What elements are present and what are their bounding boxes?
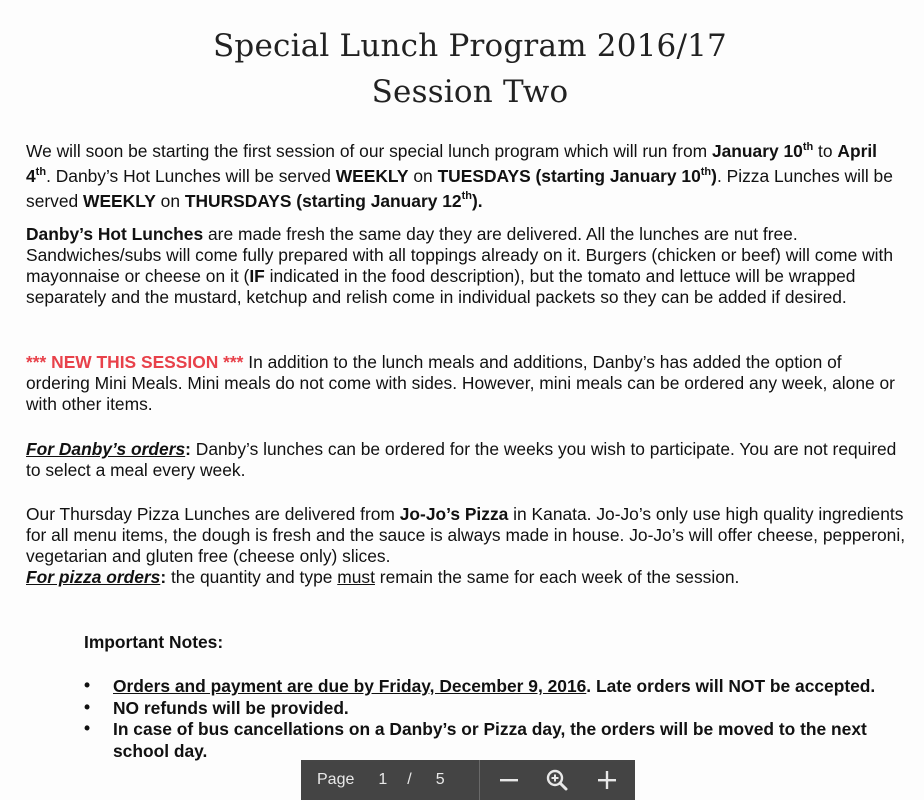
total-pages: 5 [435, 771, 445, 788]
zoom-in-button[interactable] [591, 764, 623, 796]
pdf-viewer-toolbar [301, 760, 635, 800]
current-page-input[interactable]: 1 [378, 771, 388, 788]
page-label: Page [317, 771, 355, 788]
page-separator: / [407, 771, 412, 788]
important-notes-list [84, 676, 884, 762]
document-title: Special Lunch Program 2016/17 [213, 28, 727, 64]
document-subtitle: Session Two [371, 74, 569, 110]
list-item: • NO refunds will be provided. [84, 696, 349, 718]
minus-icon [498, 769, 520, 791]
paragraph-hot-lunches: Danby’s Hot Lunches are made fresh the same day they are delivered. All the lunches are nut free. Sandwiches/subs will come fully prepared with all toppings already on it. Burgers (chicken or beef) will come with mayonnaise or cheese on it (IF indicated in the food description), but the tomato and lettuce will be wrapped separately and the mustard, ketchup and relish come in individual packets so they can be added if desired. [26, 224, 894, 307]
list-item: • Orders and payment are due by Friday, December 9, 2016. Late orders will NOT be accepted. [84, 675, 876, 696]
paragraph-pizza: Our Thursday Pizza Lunches are delivered from Jo-Jo’s Pizza in Kanata. Jo-Jo’s only use high quality ingredients for all menu items, the dough is fresh and the sauce is always made in house. Jo-Jo’s will offer cheese, pepperoni, vegetarian and gluten free (cheese only) slices. For pizza orders: the quantity and type must remain the same for each week of the session. [26, 504, 906, 587]
toolbar-divider [479, 760, 480, 800]
plus-icon [596, 769, 618, 791]
paragraph-schedule: We will soon be starting the first session of our special lunch program which will run from January 10th to April 4th. Danby’s Hot Lunches will be served WEEKLY on TUESDAYS (starting January 10th). Pizza Lunches will be served WEEKLY on THURSDAYS (starting January 12th). [26, 140, 893, 211]
list-item: • In case of bus cancellations on a Danby’s or Pizza day, the orders will be moved to the next school day. [84, 718, 867, 761]
magnifier-icon [545, 768, 569, 792]
zoom-reset-button[interactable] [541, 764, 573, 796]
zoom-out-button[interactable] [493, 764, 525, 796]
paragraph-danby-orders: For Danby’s orders: Danby’s lunches can be ordered for the weeks you wish to participate. You are not required to select a meal every week. [26, 439, 897, 480]
important-notes-heading: Important Notes: [84, 632, 224, 652]
paragraph-new-session: *** NEW THIS SESSION *** In addition to the lunch meals and additions, Danby’s has added the option of ordering Mini Meals. Mini meals do not come with sides. However, mini meals can be ordered any week, alone or with other items. [26, 352, 895, 414]
